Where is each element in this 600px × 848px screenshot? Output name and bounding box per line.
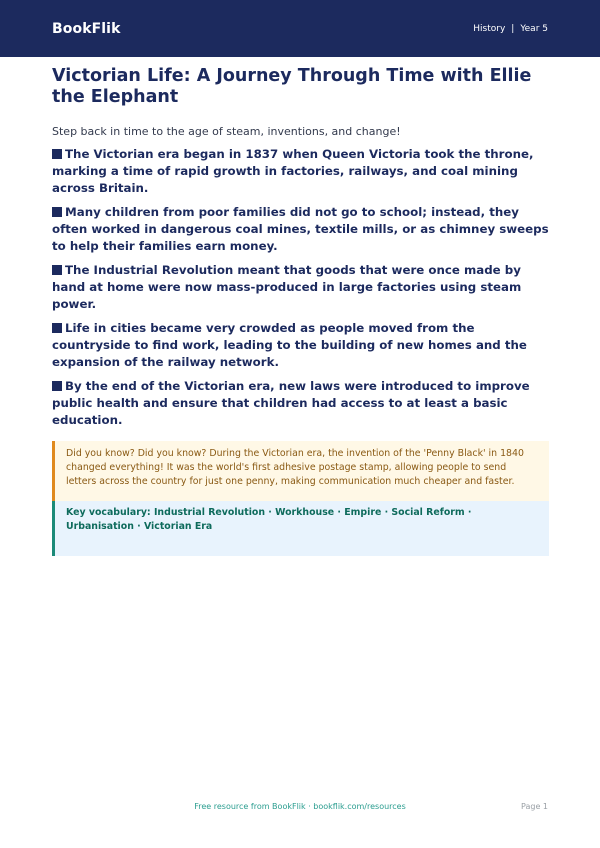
footer-resource-link[interactable]: Free resource from BookFlik · bookflik.com/resources: [194, 802, 406, 811]
year-label: Year 5: [520, 23, 548, 34]
list-item: [52, 146, 549, 197]
intro-text: Step back in time to the age of steam, inventions, and change!: [52, 125, 401, 138]
list-item: [52, 262, 549, 313]
list-item: [52, 320, 549, 371]
page-header: [0, 0, 600, 57]
main-content: [52, 66, 549, 556]
list-item-text: The Industrial Revolution meant that goods that were once made by hand at home were now mass-produced in large factories using steam power.: [52, 263, 522, 311]
square-bullet-icon: [52, 381, 62, 391]
square-bullet-icon: [52, 149, 62, 159]
list-item-text: The Victorian era began in 1837 when Queen Victoria took the throne, marking a time of rapid growth in factories, railways, and coal mining across Britain.: [52, 147, 534, 195]
brand-logo[interactable]: BookFlik: [52, 20, 121, 37]
square-bullet-icon: [52, 265, 62, 275]
fact-list: [52, 146, 549, 429]
list-item-text: By the end of the Victorian era, new laws were introduced to improve public health and ensure that children had access to at least a basic education.: [52, 379, 530, 427]
list-item: [52, 378, 549, 429]
did-you-know-box: Did you know? Did you know? During the Victorian era, the invention of the 'Penny Black' in 1840 changed everything! It was the world's first adhesive postage stamp, allowing people to send letters across the country for just one penny, making communication much cheaper and faster.: [52, 441, 549, 501]
list-item-text: Life in cities became very crowded as people moved from the countryside to find work, leading to the building of new homes and the expansion of the railway network.: [52, 321, 527, 369]
meta-separator: |: [511, 23, 515, 34]
list-item-text: Many children from poor families did not go to school; instead, they often worked in dangerous coal mines, textile mills, or as chimney sweeps to help their families earn money.: [52, 205, 549, 253]
list-item: [52, 204, 549, 255]
header-meta: [473, 24, 548, 34]
square-bullet-icon: [52, 207, 62, 217]
page-number: Page 1: [521, 802, 548, 811]
square-bullet-icon: [52, 323, 62, 333]
page-title: Victorian Life: A Journey Through Time with Ellie the Elephant: [52, 66, 532, 107]
subject-label: History: [473, 23, 506, 34]
key-vocabulary-box: Key vocabulary: Industrial Revolution · Workhouse · Empire · Social Reform · Urbanisation · Victorian Era: [52, 501, 549, 556]
